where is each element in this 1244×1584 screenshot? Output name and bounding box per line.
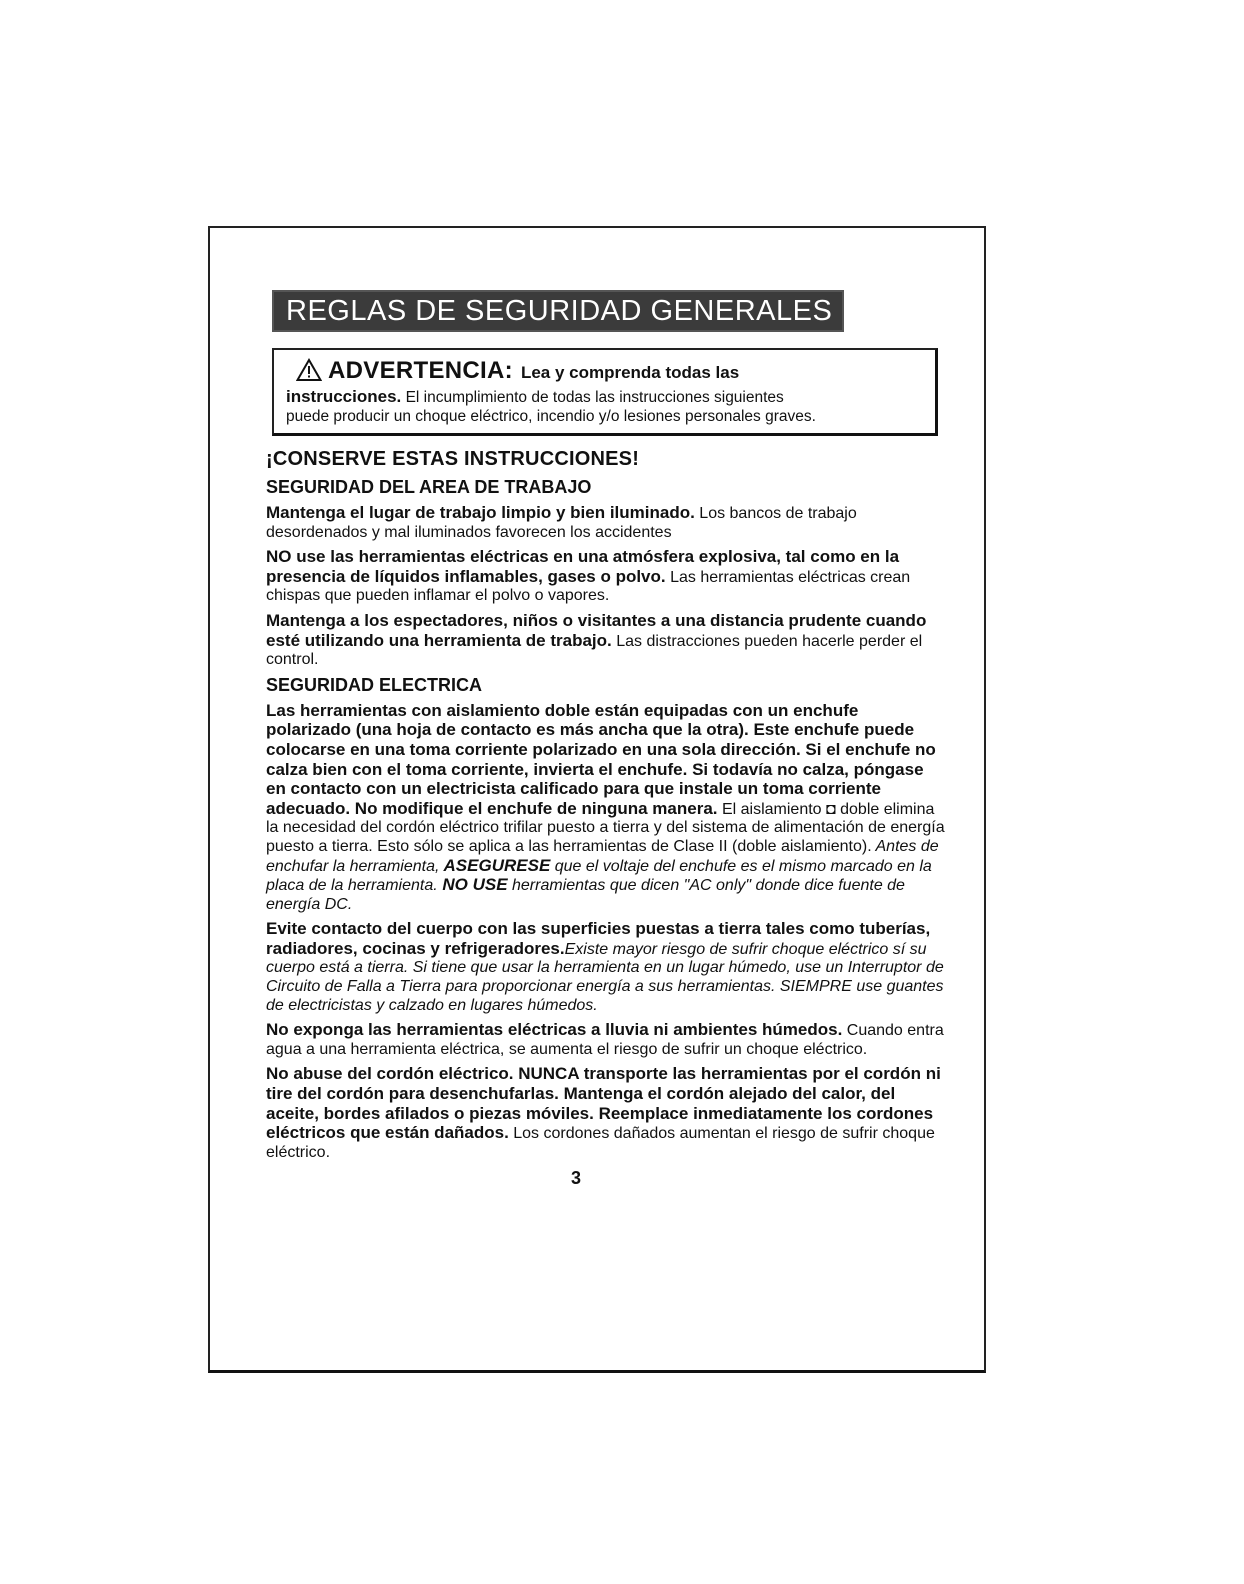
warning-text-2: puede producir un choque eléctrico, incendio y/o lesiones personales graves. xyxy=(286,408,816,425)
para-bold: Las herramientas con aislamiento doble están equipadas con un enchufe polarizado (una hoja de contacto es más ancha que la otra). Este enchufe puede colocarse en una toma corriente polarizado en una sola dirección. Si el enchufe no calza bien con el toma corriente, invierta el enchufe. Si todavía no calza, póngase en contacto con un electricista calificado para que instale un toma corriente adecuado. No modifique el enchufe de ninguna manera. xyxy=(266,700,936,818)
para-bold: Evite contacto del cuerpo con las superficies puestas a tierra tales como tuberías, radiadores, cocinas y refrigeradores. xyxy=(266,919,931,958)
para-bold: Mantenga a los espectadores, niños o visitantes a una distancia prudente cuando esté utilizando una herramienta de trabajo. xyxy=(266,610,927,650)
para-text: Las herramientas eléctricas crean chispas que pueden inflamar el polvo o vapores. xyxy=(266,568,911,605)
page-number: 3 xyxy=(570,1168,581,1189)
para-bold: No exponga las herramientas eléctricas a lluvia ni ambientes húmedos. xyxy=(266,1020,843,1040)
para-italic: Antes de enchufar la herramienta, xyxy=(266,837,939,875)
para-italic-bold: NO USE xyxy=(437,875,508,895)
work-area-para-1 xyxy=(266,504,946,542)
para-italic: Existe mayor riesgo de sufrir choque eléctrico sí su cuerpo está a tierra. Si tiene que usar la herramienta en un lugar húmedo, use un Interruptor de Circuito de Falla a Tierra para proporcionar energía a sus herramientas. SIEMPRE use guantes de electricistas y calzado en lugares húmedos. xyxy=(266,940,944,1014)
warning-title: ADVERTENCIA: xyxy=(328,357,513,384)
electric-para-1 xyxy=(266,702,946,915)
electric-para-2 xyxy=(266,920,946,1015)
warning-triangle-icon xyxy=(296,358,322,387)
work-area-para-2 xyxy=(266,548,946,606)
work-area-heading: SEGURIDAD DEL AREA DE TRABAJO xyxy=(266,477,592,497)
page-content xyxy=(266,290,946,1189)
para-italic: herramientas que dicen "AC only" donde dice fuente de energía DC. xyxy=(266,877,905,913)
para-bold: NO use las herramientas eléctricas en una atmósfera explosiva, tal como en la presencia de líquidos inflamables, gases o polvo. xyxy=(266,547,900,586)
para-text: El aislamiento ◘ doble elimina la necesidad del cordón eléctrico trifilar puesto a tierra y del sistema de alimentación de energía puesto a tierra. Esto sólo se aplica a las herramientas de Clase II (doble aislamiento). xyxy=(266,800,945,855)
para-text: Las distracciones pueden hacerle perder el control. xyxy=(266,632,923,669)
para-text: Cuando entra agua a una herramienta eléctrica, se aumenta el riesgo de sufrir un choque eléctrico. xyxy=(266,1022,944,1058)
para-bold: No abuse del cordón eléctrico. NUNCA transporte las herramientas por el cordón ni tire del cordón para desenchufarlas. Mantenga el cordón alejado del calor, del aceite, bordes afilados o piezas móviles. Reemplace inmediatamente los cordones eléctricos que están dañados. xyxy=(266,1064,941,1143)
para-text: Los bancos de trabajo desordenados y mal iluminados favorecen los accidentes xyxy=(266,505,857,541)
electric-heading: SEGURIDAD ELECTRICA xyxy=(266,674,483,695)
electric-para-4 xyxy=(266,1065,946,1162)
para-text: Los cordones dañados aumentan el riesgo de sufrir choque eléctrico. xyxy=(266,1125,935,1161)
conserve-heading: ¡CONSERVE ESTAS INSTRUCCIONES! xyxy=(266,448,640,470)
para-italic-bold: ASEGURESE xyxy=(439,855,551,875)
para-italic: que el voltaje del enchufe es el mismo marcado en la placa de la herramienta. xyxy=(266,857,932,895)
para-bold: Mantenga el lugar de trabajo limpio y bien iluminado. xyxy=(266,503,695,522)
section-banner: REGLAS DE SEGURIDAD GENERALES xyxy=(272,290,844,332)
electric-para-3 xyxy=(266,1021,946,1059)
warning-lead-2: instrucciones. xyxy=(286,387,402,406)
work-area-para-3 xyxy=(266,612,946,670)
warning-text-1: El incumplimiento de todas las instrucciones siguientes xyxy=(401,389,784,406)
warning-box xyxy=(272,348,938,436)
warning-lead: Lea y comprenda todas las xyxy=(520,363,740,382)
